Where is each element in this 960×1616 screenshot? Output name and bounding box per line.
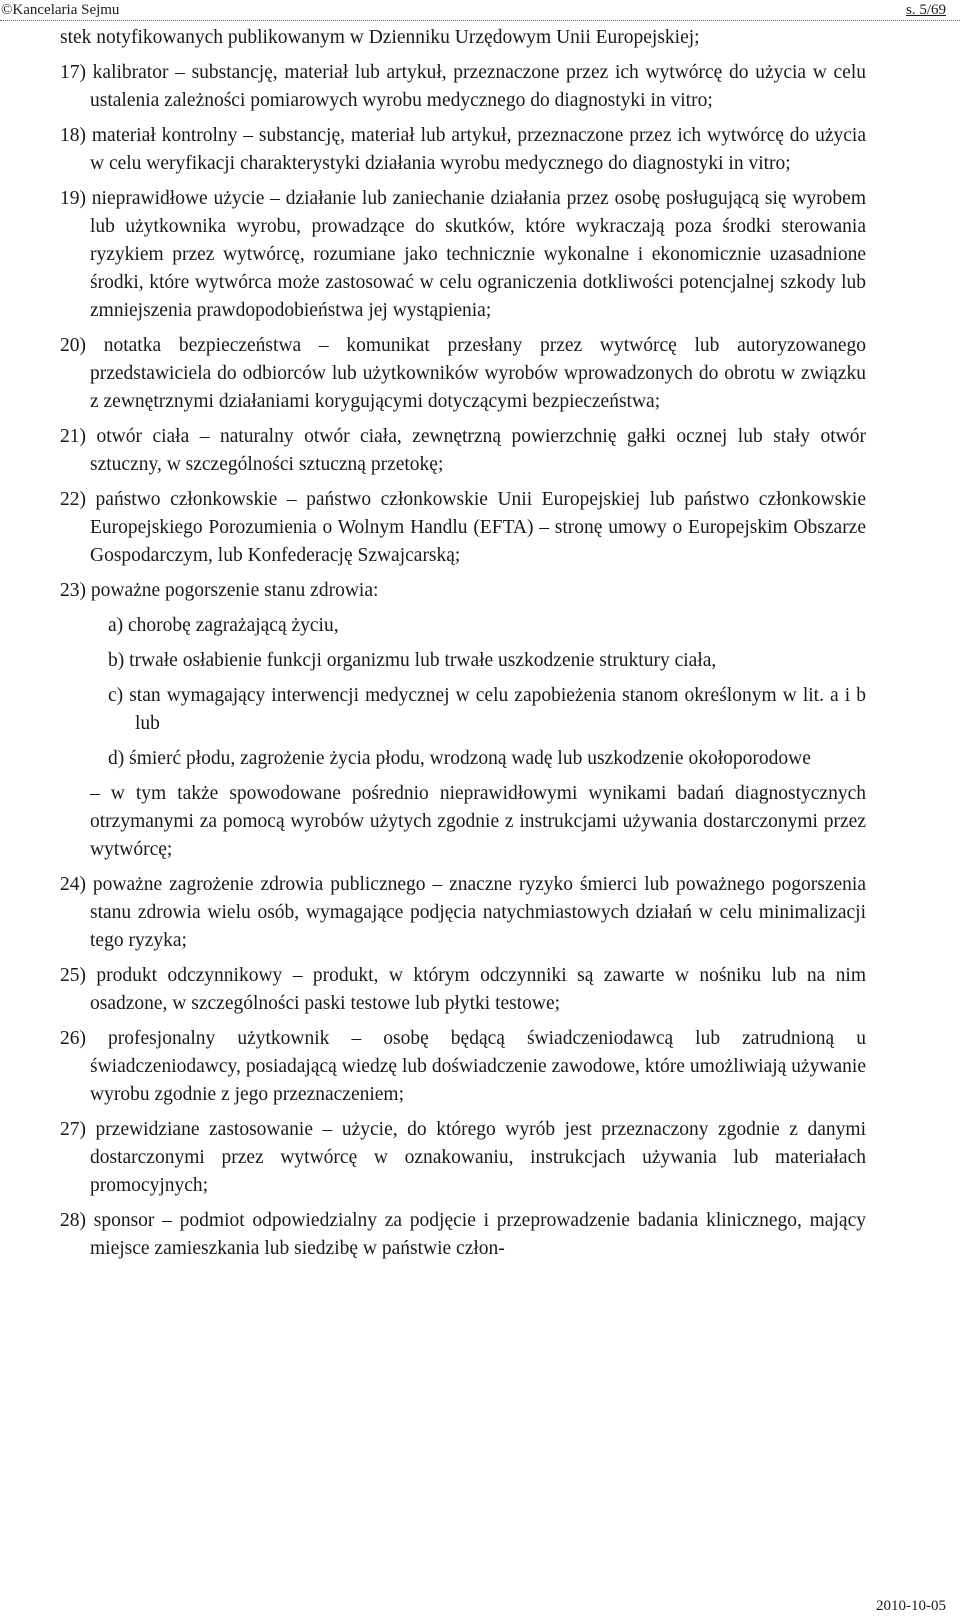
definition-item: 27) przewidziane zastosowanie – użycie, do którego wyrób jest przeznaczony zgodnie z danymi dostarczonymi przez wytwórcę w oznakowaniu, instrukcjach używania lub materiałach promocyjnych; <box>60 1119 866 1196</box>
definition-item: 26) profesjonalny użytkownik – osobę będącą świadczeniodawcą lub zatrudnioną u świadczeniodawcy, posiadającą wiedzę lub doświadczenie zawodowe, które umożliwiają używanie wyrobu zgodnie z jego przeznaczeniem; <box>60 1028 866 1105</box>
sub-item: b) trwałe osłabienie funkcji organizmu lub trwałe uszkodzenie struktury ciała, <box>108 650 717 671</box>
definition-item: 28) sponsor – podmiot odpowiedzialny za podjęcie i przeprowadzenie badania klinicznego, mający miejsce zamieszkania lub siedzibę w państwie człon- <box>60 1210 866 1259</box>
definition-item: 18) materiał kontrolny – substancję, materiał lub artykuł, przeznaczone przez ich wytwórcę do użycia w celu weryfikacji charakterystyki działania wyrobu medycznego do diagnostyki in vitro; <box>60 125 866 174</box>
definition-item: 23) poważne pogorszenie stanu zdrowia: <box>60 580 379 601</box>
sub-item: a) chorobę zagrażającą życiu, <box>108 615 339 636</box>
document-date: 2010-10-05 <box>876 1598 946 1614</box>
page-number: s. 5/69 <box>905 2 946 18</box>
definition-item: stek notyfikowanych publikowanym w Dzienniku Urzędowym Unii Europejskiej; <box>60 27 700 48</box>
definition-item: 17) kalibrator – substancję, materiał lub artykuł, przeznaczone przez ich wytwórcę do użycia w celu ustalenia zależności pomiarowych wyrobu medycznego do diagnostyki in vitro; <box>60 62 866 111</box>
definition-item: 22) państwo członkowskie – państwo członkowskie Unii Europejskiej lub państwo członkowskie Europejskiego Porozumienia o Wolnym Handlu (EFTA) – stronę umowy o Europejskim Obszarze Gospodarczym, lub Konfederację Szwajcarską; <box>60 489 866 566</box>
page-header <box>0 0 960 22</box>
definition-item: 21) otwór ciała – naturalny otwór ciała, zewnętrzną powierzchnię gałki ocznej lub stały otwór sztuczny, w szczególności sztuczną przetokę; <box>60 426 866 475</box>
sub-item: d) śmierć płodu, zagrożenie życia płodu, wrodzoną wadę lub uszkodzenie okołoporodowe <box>108 748 811 769</box>
closing-clause: – w tym także spowodowane pośrednio nieprawidłowymi wynikami badań diagnostycznych otrzymanymi za pomocą wyrobów użytych zgodnie z instrukcjami używania dostarczonymi przez wytwórcę; <box>90 783 866 860</box>
sub-item: c) stan wymagający interwencji medycznej w celu zapobieżenia stanom określonym w lit. a i b lub <box>108 685 866 734</box>
copyright-label: ©Kancelaria Sejmu <box>1 2 120 18</box>
definition-item: 19) nieprawidłowe użycie – działanie lub zaniechanie działania przez osobę posługującą się wyrobem lub użytkownika wyrobu, prowadzące do skutków, które wykraczają poza środki sterowania ryzykiem przez wytwórcę, rozumiane jako technicznie wykonalne i ekonomicznie uzasadnione środki, które wytwórca może zastosować w celu ograniczenia dotkliwości potencjalnej szkody lub zmniejszenia prawdopodobieństwa jej wystąpienia; <box>60 188 866 321</box>
definition-item: 25) produkt odczynnikowy – produkt, w którym odczynniki są zawarte w nośniku lub na nim osadzone, w szczególności paski testowe lub płytki testowe; <box>60 965 866 1014</box>
definition-item: 20) notatka bezpieczeństwa – komunikat przesłany przez wytwórcę lub autoryzowanego przedstawiciela do odbiorców lub użytkowników wyrobów wprowadzonych do obrotu w związku z zewnętrznymi działaniami korygującymi dotyczącymi bezpieczeństwa; <box>60 335 866 412</box>
document-body <box>60 24 866 1270</box>
definition-item: 24) poważne zagrożenie zdrowia publicznego – znaczne ryzyko śmierci lub poważnego pogorszenia stanu zdrowia wielu osób, wymagające podjęcia natychmiastowych działań w celu minimalizacji tego ryzyka; <box>60 874 866 951</box>
header-divider <box>0 20 960 21</box>
